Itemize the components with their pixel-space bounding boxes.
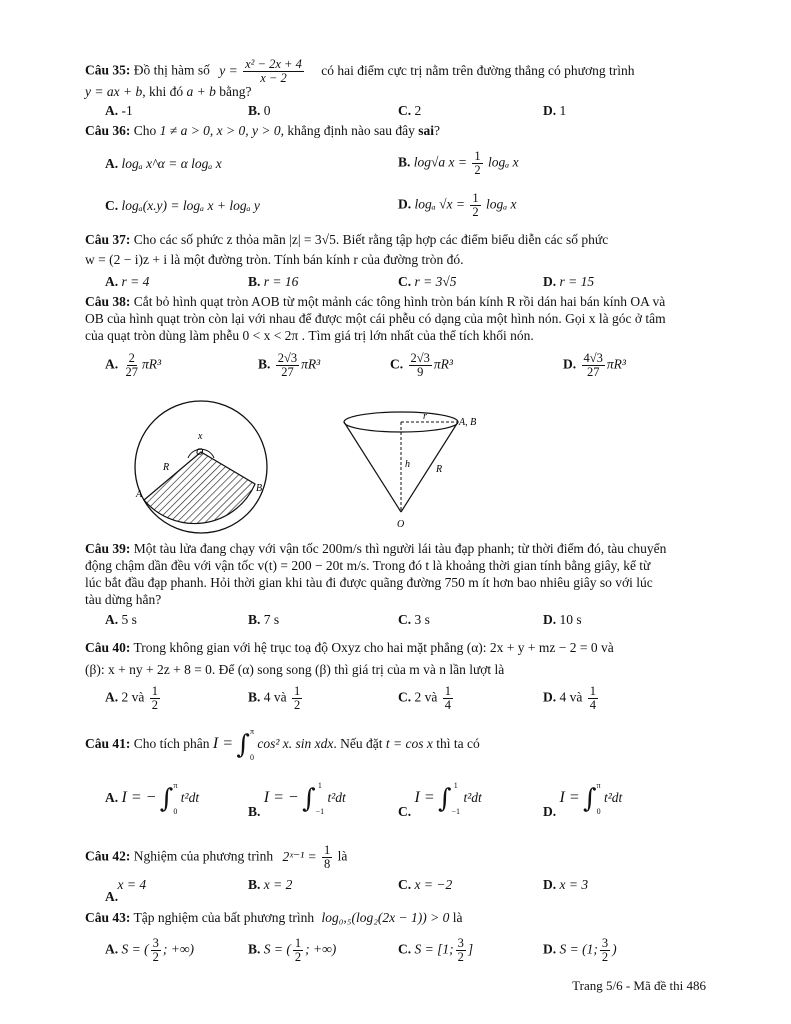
q37-option-b[interactable]: B. r = 16 [248, 274, 299, 289]
q39-option-c[interactable]: C. 3 s [398, 612, 430, 627]
q39-option-b[interactable]: B. 7 s [248, 612, 280, 627]
q35-function-fraction: $\frac{\text{x² − 2x + 4}}{x - 2}$ [245, 57, 302, 86]
q35-line1: Câu 35: Đồ thị hàm số y = $\frac{\text{x² − 2x + 4}}{x - 2}$ có hai điểm cực trị nằm trên đường thẳng có phương trình [85, 57, 635, 86]
label-o: O [196, 447, 204, 458]
q36-option-c[interactable]: C. logₐ(x.y) = logₐ x + logₐ y [105, 198, 260, 213]
q39-option-d[interactable]: D. 10 s [543, 612, 582, 627]
q38-option-a[interactable]: A. $\frac{2}{27}$ πR³ [105, 351, 162, 380]
q42-option-c[interactable]: C. x = −2 [398, 877, 453, 892]
q35-option-a[interactable]: A. -1 [105, 103, 133, 118]
q40-stem: Câu 40: Trong không gian với hệ trục toạ độ Oxyz cho hai mặt phẳng (α): 2x + y + mz − 2 = 0 và (β): x + ny + 2z + 8 = 0. Để (α) song song (β) thì giá trị của m và n lần lượt là [85, 640, 614, 677]
q42-option-a[interactable]: A. x = 4 [105, 877, 147, 904]
q37-option-c[interactable]: C. r = 3√5 [398, 274, 457, 289]
q41-option-c[interactable]: C. I = ∫ 1 −1 t²dt [398, 781, 482, 820]
q38-cone-figure [330, 400, 490, 536]
label-a: A [136, 489, 143, 500]
q36-option-d[interactable]: D. logₐ √x = $\frac{1}{2}$ logₐ x [398, 191, 517, 220]
q37-option-d[interactable]: D. r = 15 [543, 274, 595, 289]
q41-option-b[interactable]: B. I = − ∫ 1 −1 t²dt [248, 781, 346, 820]
label-r: R [163, 462, 170, 473]
q35-option-d[interactable]: D. 1 [543, 103, 567, 118]
label-b: B [256, 483, 263, 494]
q39-option-a[interactable]: A. 5 s [105, 612, 137, 627]
q35-line2: y = ax + b, khi đó a + b bằng? [85, 84, 252, 99]
q43-option-c[interactable]: C. S = [1; $\frac{3}{2}$ ] [398, 936, 474, 965]
q36-option-b[interactable]: B. log√a x = $\frac{1}{2}$ logₐ x [398, 149, 519, 178]
q38-option-b[interactable]: B. $\frac{2√3}{27}$ πR³ [258, 351, 321, 380]
cone-left-edge [344, 422, 401, 512]
label-x: x [198, 431, 203, 442]
q38-option-c[interactable]: C. $\frac{2√3}{9}$ πR³ [390, 351, 453, 380]
label-ab: A, B [459, 417, 477, 428]
q40-option-a[interactable]: A. 2 và $\frac{1}{2}$ [105, 684, 158, 713]
q37-stem: Câu 37: Cho các số phức z thỏa mãn |z| = 3√5. Biết rằng tập hợp các điểm biểu diễn các số phức w = (2 − i)z + i là một đường tròn. Tính bán kính r của đường tròn đó. [85, 232, 609, 267]
q36-option-a[interactable]: A. logₐ x^α = α logₐ x [105, 156, 222, 171]
q38-stem: Câu 38: Cắt bỏ hình quạt tròn AOB từ một mảnh các tông hình tròn bán kính R rồi dán hai bán kính OA và OB của hình quạt tròn còn lại với nhau để được một cái phễu có dạng của một hình nón. Gọi x là góc ở tâm của quạt tròn dùng làm phễu 0 < x < 2π . Tìm giá trị lớn nhất của thể tích khối nón. [85, 294, 666, 343]
q42-option-d[interactable]: D. x = 3 [543, 877, 589, 892]
label-h: h [405, 459, 410, 470]
page-footer: Trang 5/6 - Mã đề thi 486 [572, 978, 706, 993]
q41-stem: Câu 41: Cho tích phân I = ∫ π 0 cos² x. sin xdx. Nếu đặt t = cos x thì ta có [85, 727, 480, 762]
q43-option-a[interactable]: A. S = ( $\frac{3}{2}$ ; +∞) [105, 936, 194, 965]
label-slant-r: R [436, 464, 443, 475]
q35-option-c[interactable]: C. 2 [398, 103, 422, 118]
q37-option-a[interactable]: A. r = 4 [105, 274, 150, 289]
q42-stem: Câu 42: Nghiệm của phương trình 2ˣ⁻¹ = $\frac{1}{8}$ là [85, 843, 348, 872]
q40-option-b[interactable]: B. 4 và $\frac{1}{2}$ [248, 684, 301, 713]
q41-option-a[interactable]: A. I = − ∫ π 0 t²dt [105, 781, 200, 816]
label-small-r: r [423, 411, 427, 422]
q42-option-b[interactable]: B. x = 2 [248, 877, 293, 892]
q43-stem: Câu 43: Tập nghiệm của bất phương trình log₀,₅(log₂(2x − 1)) > 0 là [85, 910, 463, 925]
q43-option-b[interactable]: B. S = ( $\frac{1}{2}$ ; +∞) [248, 936, 337, 965]
q35-option-b[interactable]: B. 0 [248, 103, 271, 118]
q40-option-c[interactable]: C. 2 và $\frac{1}{4}$ [398, 684, 451, 713]
q40-option-d[interactable]: D. 4 và $\frac{1}{4}$ [543, 684, 596, 713]
label-apex-o: O [397, 519, 405, 530]
cut-sector [144, 452, 255, 524]
q35-label: Câu 35: [85, 62, 131, 78]
q41-option-d[interactable]: D. I = ∫ π 0 t²dt [543, 781, 623, 820]
q38-circle-figure [130, 392, 280, 542]
q36-stem: Câu 36: Cho 1 ≠ a > 0, x > 0, y > 0, khẳng định nào sau đây sai? [85, 123, 441, 138]
q43-option-d[interactable]: D. S = (1; $\frac{3}{2}$ ) [543, 936, 617, 965]
q38-option-d[interactable]: D. $\frac{4√3}{27}$ πR³ [563, 351, 626, 380]
q39-stem: Câu 39: Một tàu lửa đang chạy với vận tốc 200m/s thì người lái tàu đạp phanh; từ thời điểm đó, tàu chuyển động chậm dần đều với vận tốc v(t) = 200 − 20t m/s. Trong đó t là khoảng thời gian tính bằng giây, kể từ lúc bắt đầu đạp phanh. Hỏi thời gian khi tàu đi được quãng đường 750 m ít hơn bao nhiêu giây so với lúc tàu dừng hẳn? [85, 541, 667, 607]
